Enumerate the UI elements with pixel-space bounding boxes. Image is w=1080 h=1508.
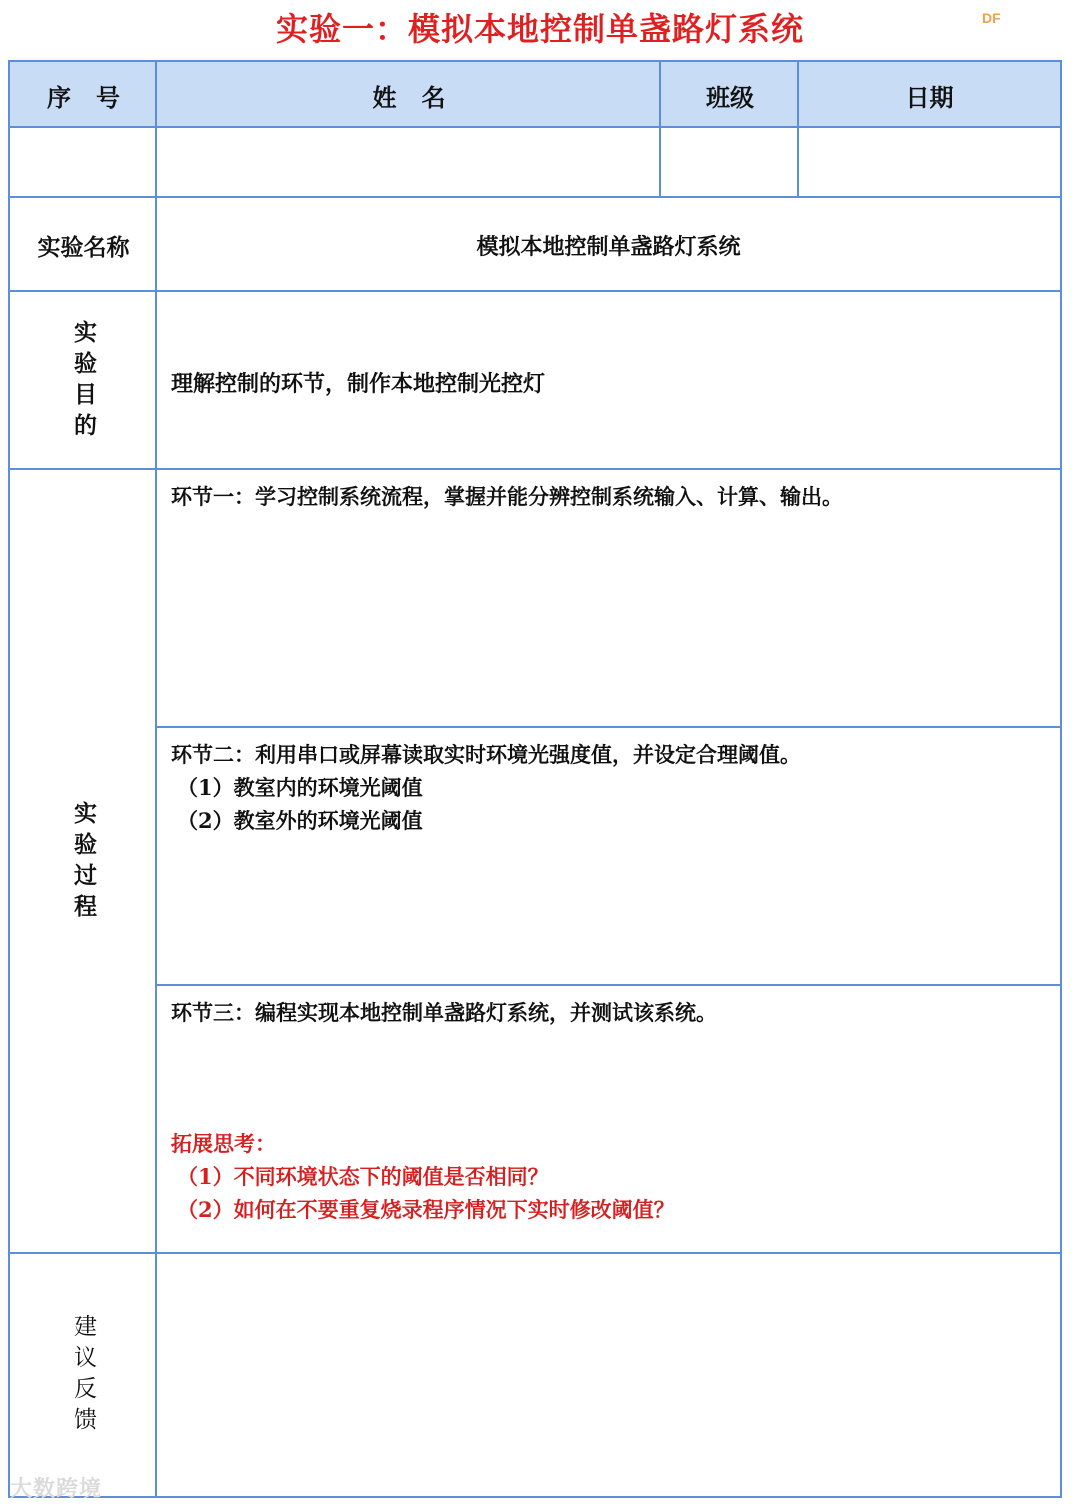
- step3-text: 环节三：编程实现本地控制单盏路灯系统，并测试该系统。: [171, 1000, 717, 1025]
- grid-line: [157, 726, 1060, 728]
- grid-line: [10, 126, 1060, 128]
- grid-line: [659, 62, 661, 196]
- grid-line: [797, 62, 799, 196]
- watermark: 大数跨境: [10, 1477, 103, 1502]
- purpose-text: 理解控制的环节，制作本地控制光控灯: [171, 370, 546, 397]
- step2-item: （1）教室内的环境光阈值: [177, 775, 423, 800]
- purpose-label: 实验目的: [70, 320, 96, 444]
- header-name-label: 姓 名: [372, 83, 446, 112]
- header-name: [157, 62, 661, 128]
- process-label: 实验过程: [70, 801, 96, 925]
- process-step2[interactable]: [157, 730, 1060, 986]
- extension-title: 拓展思考：: [171, 1131, 276, 1156]
- process-step1[interactable]: [157, 472, 1060, 728]
- step2-text: 环节二：利用串口或屏幕读取实时环境光强度值，并设定合理阈值。: [171, 742, 801, 767]
- corner-mark: DF: [982, 10, 1001, 26]
- page-title: 实验一：模拟本地控制单盏路灯系统: [275, 10, 804, 48]
- step1-text: 环节一：学习控制系统流程，掌握并能分辨控制系统输入、计算、输出。: [171, 484, 843, 509]
- experiment-name-label: 实验名称: [37, 234, 130, 261]
- seq-field[interactable]: [10, 128, 157, 196]
- grid-line: [10, 196, 1060, 198]
- extension-item: （1）不同环境状态下的阈值是否相同？: [177, 1164, 549, 1189]
- grid-line: [10, 290, 1060, 292]
- experiment-form: [8, 60, 1062, 1498]
- experiment-name-value: [157, 198, 1060, 292]
- date-field[interactable]: [799, 128, 1060, 196]
- grid-line: [10, 1252, 1060, 1254]
- purpose-value: [157, 294, 1060, 470]
- grid-line: [155, 62, 157, 1496]
- feedback-field[interactable]: [157, 1256, 1060, 1496]
- name-field[interactable]: [157, 128, 661, 196]
- process-step3[interactable]: [157, 988, 1060, 1254]
- step2-item: （2）教室外的环境光阈值: [177, 808, 423, 833]
- header-date-label: 日期: [905, 83, 954, 112]
- grid-line: [10, 468, 1060, 470]
- class-field[interactable]: [661, 128, 799, 196]
- header-class: [661, 62, 799, 128]
- header-seq-label: 序 号: [46, 83, 121, 112]
- extension-item: （2）如何在不要重复烧录程序情况下实时修改阈值？: [177, 1197, 675, 1222]
- feedback-label: 建议反馈: [70, 1314, 96, 1438]
- header-seq: [10, 62, 157, 128]
- experiment-name-text: 模拟本地控制单盏路灯系统: [476, 234, 741, 260]
- header-class-label: 班级: [706, 83, 754, 112]
- grid-line: [157, 984, 1060, 986]
- header-date: [799, 62, 1060, 128]
